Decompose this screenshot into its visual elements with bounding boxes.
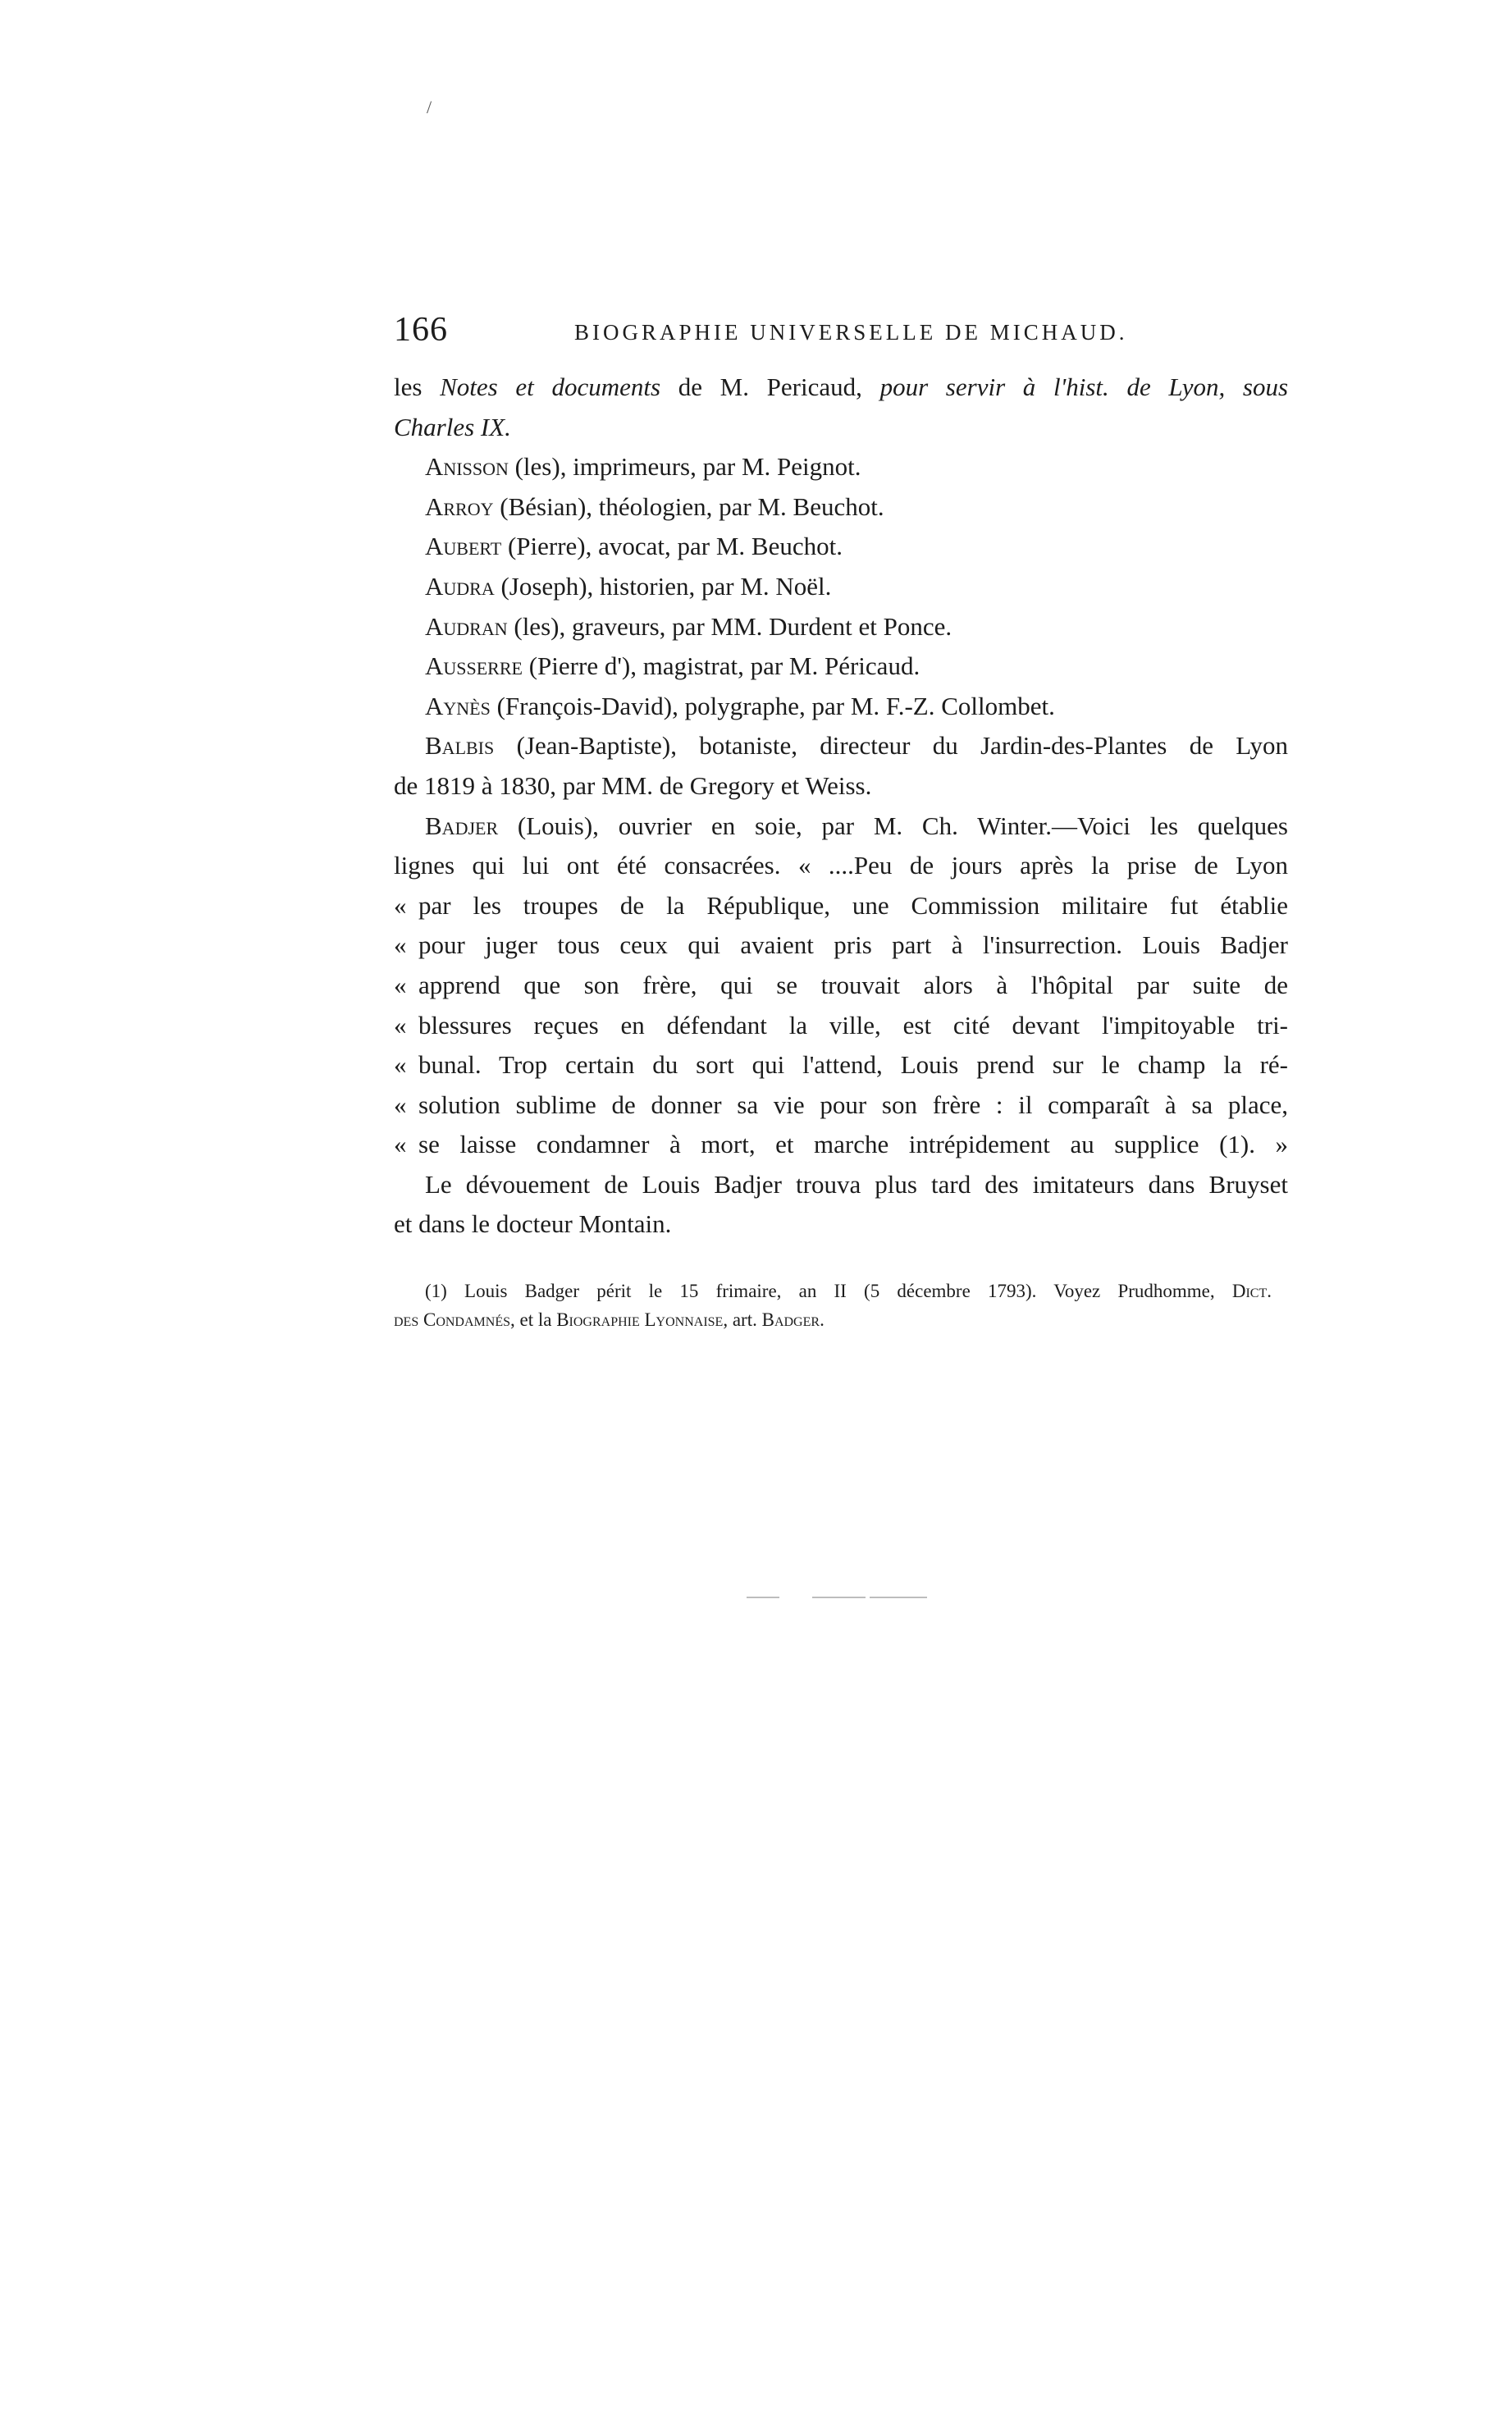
running-title: BIOGRAPHIE UNIVERSELLE DE MICHAUD. <box>574 320 1128 345</box>
entry-arroy <box>394 487 1288 528</box>
quote-text: solution sublime de donner sa vie pour son frère : il comparaît à sa place, <box>418 1090 1288 1119</box>
entry-badjer <box>394 807 1288 847</box>
faint-rule <box>870 1597 927 1598</box>
quoted-line <box>394 1045 1288 1085</box>
text-run-italic: Notes et documents <box>440 372 661 401</box>
entry-text: (les), imprimeurs, par M. Peignot. <box>508 452 861 482</box>
entry-text: et dans le docteur Montain. <box>394 1209 672 1239</box>
entry-ausserre <box>394 647 1288 687</box>
footnote <box>394 1277 1272 1334</box>
footnote-text-sc: Badger <box>761 1309 820 1330</box>
entry-name: Anisson <box>425 452 509 482</box>
quote-text: blessures reçues en défendant la ville, est cité devant l'impitoyable tri- <box>418 1010 1288 1040</box>
entry-name: Balbis <box>425 731 495 761</box>
footnote-text: . <box>820 1309 825 1330</box>
body-text <box>394 368 1288 1245</box>
text-line <box>394 1165 1288 1205</box>
text-line <box>394 766 1288 807</box>
entry-name: Ausserre <box>425 651 523 681</box>
footnote-text-sc: des Condamnés <box>394 1309 510 1330</box>
text-line <box>394 846 1288 886</box>
footnote-text-sc: Biographie Lyonnaise <box>556 1309 724 1330</box>
quoted-line <box>394 966 1288 1006</box>
footnote-text: , art. <box>723 1309 762 1330</box>
footnote-line <box>394 1305 1272 1334</box>
entry-text: (Louis), ouvrier en soie, par M. Ch. Winter.—Voici les quelques <box>498 811 1288 840</box>
text-run: de M. Pericaud, <box>660 372 880 401</box>
entry-audran <box>394 607 1288 647</box>
quote-mark: « <box>394 890 407 920</box>
faint-rule <box>747 1597 779 1598</box>
entry-text: (Pierre), avocat, par M. Beuchot. <box>501 532 843 561</box>
quoted-line <box>394 1006 1288 1046</box>
entry-text: (Joseph), historien, par M. Noël. <box>494 571 832 601</box>
quoted-line <box>394 886 1288 926</box>
quote-mark: « <box>394 1010 407 1040</box>
quoted-line <box>394 925 1288 966</box>
footnote-text: , et la <box>510 1309 557 1330</box>
entry-text: lignes qui lui ont été consacrées. « ....Peu de jours après la prise de Lyon <box>394 851 1288 880</box>
quote-mark: « <box>394 1050 407 1080</box>
footnote-text-sc: Dict. <box>1231 1281 1272 1301</box>
text-line <box>394 1204 1288 1245</box>
text-line <box>394 368 1288 408</box>
entry-audra <box>394 567 1288 607</box>
entry-anisson <box>394 447 1288 487</box>
quoted-line <box>394 1125 1288 1165</box>
entry-aubert <box>394 527 1288 567</box>
page-number: 166 <box>394 311 448 349</box>
entry-text: (Pierre d'), magistrat, par M. Péricaud. <box>522 651 920 681</box>
entry-text: (Bésian), théologien, par M. Beuchot. <box>493 491 884 521</box>
top-margin-mark: / <box>427 97 432 117</box>
quoted-line <box>394 1085 1288 1126</box>
text-line <box>394 408 1288 448</box>
quote-mark: « <box>394 1090 407 1119</box>
quote-mark: « <box>394 970 407 999</box>
page-header <box>394 310 1288 359</box>
quote-text: par les troupes de la République, une Commission militaire fut établie <box>418 890 1288 920</box>
quote-text: bunal. Trop certain du sort qui l'attend, Louis prend sur le champ la ré- <box>418 1050 1288 1080</box>
entry-text: (les), graveurs, par MM. Durdent et Ponce. <box>507 611 952 641</box>
footnote-line <box>394 1277 1272 1305</box>
entry-name: Audran <box>425 611 508 641</box>
entry-name: Aubert <box>425 532 502 561</box>
footnote-text: (1) Louis Badger périt le 15 frimaire, an II (5 décembre 1793). Voyez Prudhomme, <box>425 1281 1232 1301</box>
entry-text: Le dévouement de Louis Badjer trouva plus tard des imitateurs dans Bruyset <box>425 1169 1288 1199</box>
text-run-italic: pour servir à l'hist. de Lyon, sous <box>879 372 1289 401</box>
quote-mark: « <box>394 930 407 960</box>
quote-text: pour juger tous ceux qui avaient pris part à l'insurrection. Louis Badjer <box>418 930 1288 960</box>
faint-rule <box>812 1597 866 1598</box>
text-run: les <box>394 372 441 401</box>
entry-name: Badjer <box>425 811 499 840</box>
quote-text: apprend que son frère, qui se trouvait alors à l'hôpital par suite de <box>418 970 1288 999</box>
quote-mark: « <box>394 1130 407 1159</box>
entry-text: (Jean-Baptiste), botaniste, directeur du Jardin-des-Plantes de Lyon <box>494 731 1288 761</box>
quote-text: se laisse condamner à mort, et marche intrépidement au supplice (1). » <box>418 1130 1288 1159</box>
entry-name: Arroy <box>425 491 494 521</box>
entry-name: Aynès <box>425 691 491 720</box>
entry-name: Audra <box>425 571 495 601</box>
entry-aynes <box>394 687 1288 727</box>
entry-text: (François-David), polygraphe, par M. F.-Z. Collombet. <box>490 691 1055 720</box>
entry-text: de 1819 à 1830, par MM. de Gregory et Weiss. <box>394 770 872 800</box>
entry-balbis <box>394 726 1288 766</box>
text-run-italic: Charles IX. <box>394 412 511 441</box>
